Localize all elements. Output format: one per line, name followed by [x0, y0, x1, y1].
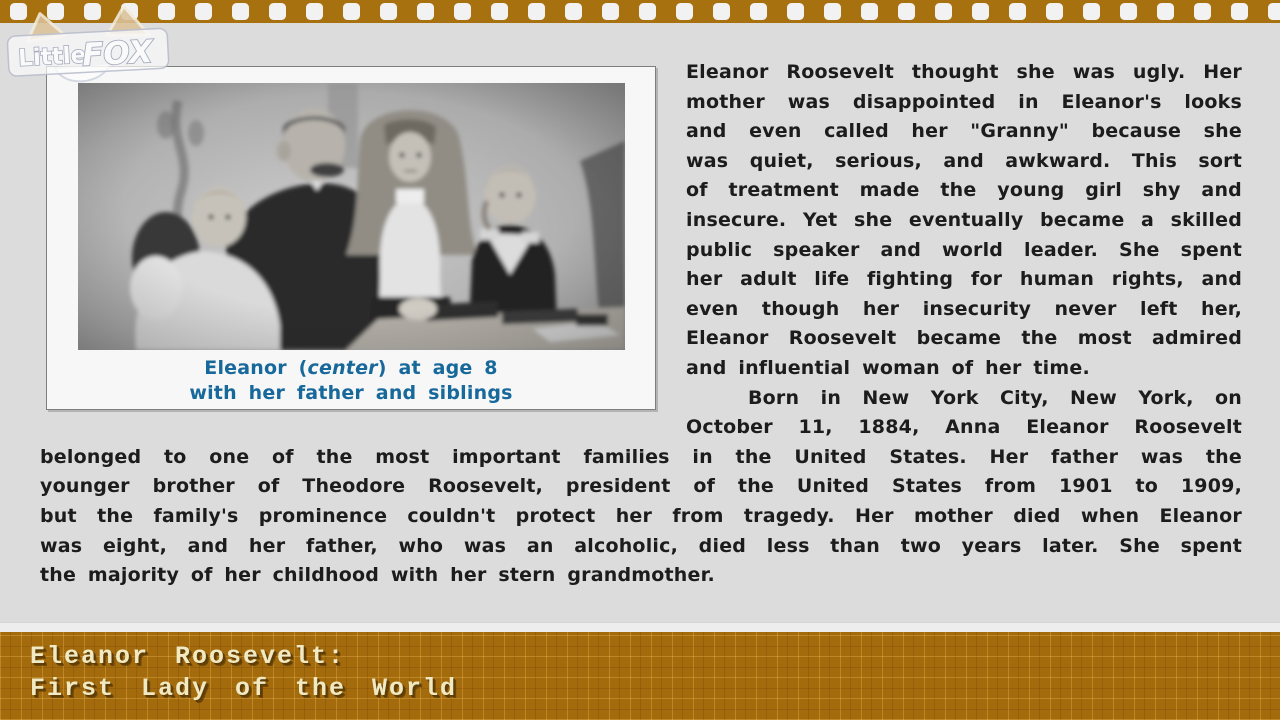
story-line: belonged to one of the most important families in the United States. Her father was the	[40, 445, 1242, 468]
story-line: of treatment made the young girl shy and	[686, 179, 1242, 202]
story-line: Eleanor Roosevelt became the most admired	[686, 327, 1242, 350]
story-line: insecure. Yet she eventually became a skilled	[686, 208, 1242, 231]
title-bar	[0, 632, 1280, 720]
story-title	[0, 632, 1280, 705]
caption-line2: with her father and siblings	[189, 382, 513, 404]
story-line: was quiet, serious, and awkward. This sort	[686, 149, 1242, 172]
story-line: her adult life fighting for human rights, and	[686, 268, 1242, 291]
story-line: public speaker and world leader. She spent	[686, 238, 1242, 261]
photo-frame	[46, 66, 656, 410]
littlefox-logo	[2, 6, 192, 90]
story-line: the majority of her childhood with her stern grandmother.	[40, 564, 715, 587]
story-line: even though her insecurity never left her,	[686, 297, 1242, 320]
story-line: and even called her "Granny" because she	[686, 120, 1242, 143]
photo-caption	[47, 356, 655, 406]
story-line: mother was disappointed in Eleanor's looks	[686, 90, 1242, 113]
film-strip-border	[0, 0, 1280, 23]
story-line: and influential woman of her time.	[686, 356, 1090, 379]
story-text	[0, 58, 1280, 591]
littlefox-logo-icon	[2, 6, 192, 90]
story-paragraph-2	[40, 384, 1242, 591]
caption-line1-suffix: ) at age 8	[377, 357, 498, 379]
caption-line1	[47, 356, 655, 381]
story-title-line1: Eleanor Roosevelt:	[30, 642, 346, 671]
story-line: was eight, and her father, who was an alcoholic, died less than two years later. She spent	[40, 534, 1242, 557]
story-line: Eleanor Roosevelt thought she was ugly. Her	[686, 61, 1242, 83]
story-line: October 11, 1884, Anna Eleanor Roosevelt	[686, 416, 1242, 439]
caption-line1-italic: center	[307, 357, 378, 379]
family-photo	[78, 83, 625, 350]
story-line: younger brother of Theodore Roosevelt, president of the United States from 1901 to 1909,	[40, 475, 1242, 498]
story-line: Born in New York City, New York, on	[748, 386, 1242, 409]
logo-text-fox: FOX	[81, 33, 154, 74]
story-title-line2: First Lady of the World	[30, 674, 458, 703]
caption-line1-prefix: Eleanor (	[204, 357, 308, 379]
logo-text-little: Little	[17, 42, 87, 72]
story-line: but the family's prominence couldn't protect her from tragedy. Her mother died when Eleanor	[40, 504, 1242, 527]
